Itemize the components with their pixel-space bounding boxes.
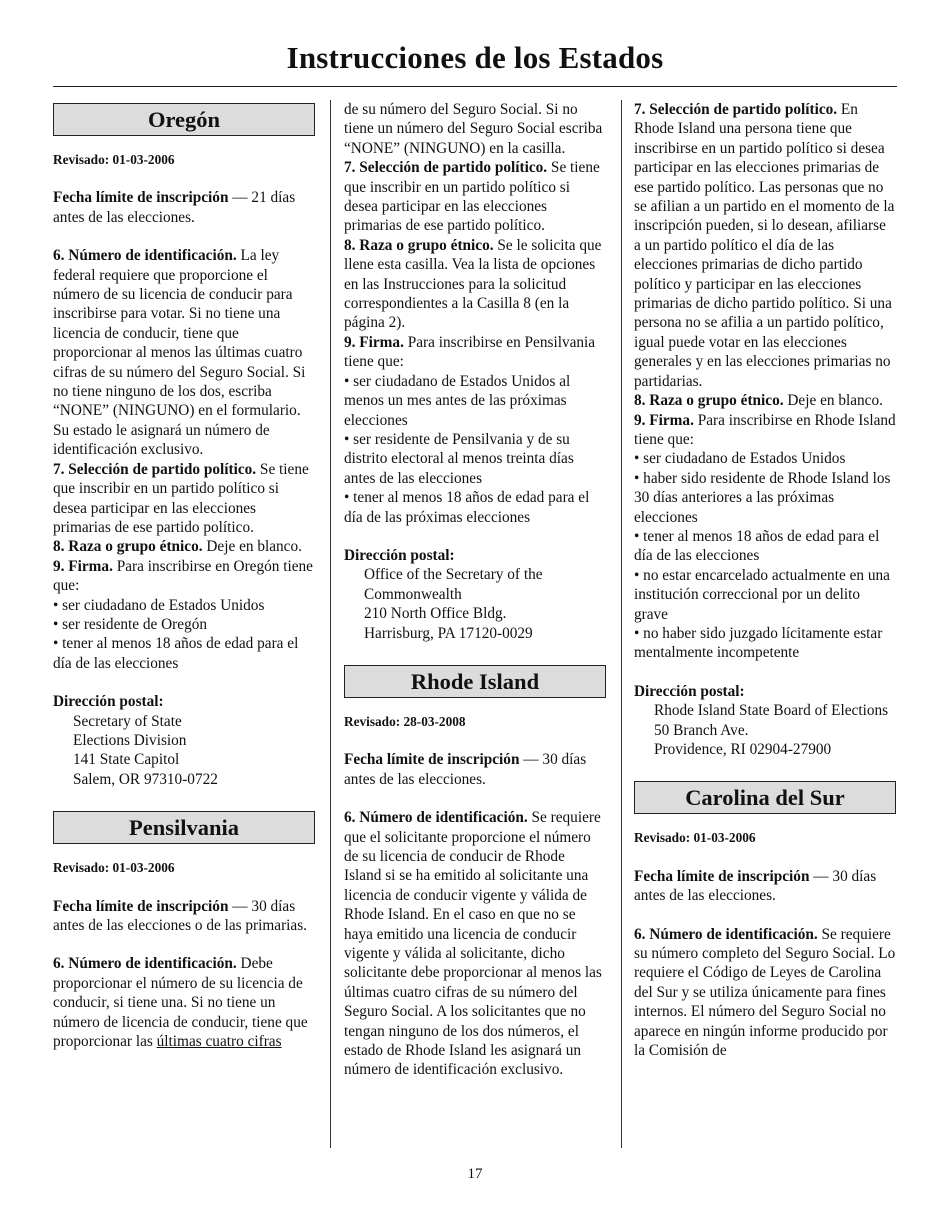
column-divider — [621, 100, 622, 1148]
address-label: Dirección postal: — [634, 682, 745, 700]
address-line: Secretary of State — [73, 712, 182, 730]
deadline-text: — 30 días antes de las elecciones. — [634, 867, 877, 905]
race-label: 8. Raza o grupo étnico. — [53, 538, 203, 556]
signature-label: 9. Firma. — [53, 557, 113, 575]
address-line: Providence, RI 02904-27900 — [654, 741, 832, 758]
deadline-text: — 21 días antes de las elecciones. — [53, 189, 296, 226]
id-label: 6. Número de identificación. — [53, 955, 237, 973]
signature-label: 9. Firma. — [634, 411, 694, 429]
deadline-label: Fecha límite de inscripción — [53, 897, 229, 915]
revised-date: Revisado: 28-03-2008 — [344, 713, 466, 729]
address-line: Salem, OR 97310-0722 — [73, 770, 218, 788]
id-label: 6. Número de identificación. — [53, 247, 237, 265]
party-paragraph — [344, 158, 606, 236]
id-paragraph — [53, 246, 315, 459]
id-paragraph — [344, 808, 606, 1080]
address-line: Office of the Secretary of the Commonwealth — [364, 566, 543, 603]
race-paragraph — [344, 236, 606, 333]
deadline-text: — 30 días antes de las elecciones. — [344, 751, 587, 788]
id-text: Se requiere su número completo del Seguro Social. Lo requiere el Código de Leyes de Carolina del Sur y se utiliza únicamente para fines internos. El número del Seguro Social no aparece en ningún informe producido por la Comisión de — [634, 925, 896, 1060]
deadline-paragraph — [53, 897, 315, 936]
id-label: 6. Número de identificación. — [344, 809, 528, 827]
mailing-address — [53, 692, 315, 789]
state-heading-rhode-island: Rhode Island — [344, 665, 606, 698]
id-paragraph — [634, 925, 896, 1061]
requirement-item: • haber sido residente de Rhode Island los 30 días anteriores a las próximas elecciones — [634, 469, 891, 526]
requirement-item: • ser ciudadano de Estados Unidos — [53, 596, 265, 614]
id-text-continued: de su número del Seguro Social. Si no tiene un número del Seguro Social escriba “NONE” (NINGUNO) en la casilla. — [344, 101, 603, 157]
signature-paragraph — [344, 333, 606, 372]
race-label: 8. Raza o grupo étnico. — [634, 392, 784, 410]
state-heading-pensilvania: Pensilvania — [53, 811, 315, 844]
mailing-address — [634, 682, 896, 760]
column-1 — [53, 100, 315, 1051]
party-paragraph — [634, 100, 896, 391]
mailing-address — [344, 546, 606, 643]
requirement-item: • no haber sido juzgado lícitamente estar mentalmente incompetente — [634, 624, 883, 662]
address-line: 210 North Office Bldg. — [364, 605, 507, 623]
address-label: Dirección postal: — [53, 693, 164, 711]
address-label: Dirección postal: — [344, 546, 455, 564]
address-line: Elections Division — [73, 731, 187, 749]
state-heading-carolina-del-sur: Carolina del Sur — [634, 781, 896, 814]
state-heading-oregon: Oregón — [53, 103, 315, 136]
party-label: 7. Selección de partido político. — [634, 101, 838, 118]
race-text: Deje en blanco. — [202, 538, 302, 556]
signature-paragraph — [634, 411, 896, 450]
party-text: Se tiene que inscribir en un partido político si desea participar en las elecciones primarias de ese partido político. — [344, 159, 600, 235]
party-text: Se tiene que inscribir en un partido político si desea participar en las elecciones primarias de ese partido político. — [53, 460, 309, 536]
race-text: Deje en blanco. — [783, 392, 883, 410]
deadline-paragraph — [53, 188, 315, 227]
party-label: 7. Selección de partido político. — [344, 159, 548, 177]
race-label: 8. Raza o grupo étnico. — [344, 236, 494, 254]
column-divider — [330, 100, 331, 1148]
revised-date: Revisado: 01-03-2006 — [53, 860, 175, 876]
id-text: Se requiere que el solicitante proporcione el número de su licencia de conducir de Rhode Island si se ha emitido al solicitante una licencia de conducir vigente y válida de Rhode Island. En el caso en que no se haya emitido una licencia de conducir vigente y válida al solicitante, dicho solicitante debe proporcionar al menos las últimas cuatro cifras de su número del Seguro Social. A los solicitantes que no tengan ninguno de los dos números, el estado de Rhode Island les asignará un número de identificación exclusivo. — [344, 809, 602, 1079]
requirement-item: • tener al menos 18 años de edad para el día de las próximas elecciones — [344, 489, 590, 526]
party-paragraph — [53, 460, 315, 538]
page-title: Instrucciones de los Estados — [286, 40, 664, 75]
party-label: 7. Selección de partido político. — [53, 460, 257, 478]
id-paragraph — [53, 954, 315, 1051]
id-text: La ley federal requiere que proporcione el número de su licencia de conducir para inscribirse para votar. Si no tiene una licencia de conducir, tiene que proporcionar al menos las últimas cuatro cifras de su número del Seguro Social. Si no tiene ninguno de los dos, escriba “NONE” (NINGUNO) en el formulario. Su estado le asignará un número de identificación exclusivo. — [53, 247, 306, 459]
signature-paragraph — [53, 557, 315, 596]
signature-text: Para inscribirse en Pensilvania tiene que: — [344, 333, 596, 371]
column-3 — [634, 100, 896, 1060]
requirement-item: • ser ciudadano de Estados Unidos — [634, 450, 846, 468]
requirement-item: • ser ciudadano de Estados Unidos al menos un mes antes de las próximas elecciones — [344, 372, 571, 429]
race-text: Se le solicita que llene esta casilla. Vea la lista de opciones en las Instrucciones para la solicitud correspondientes a la Casilla 8 (en la página 2). — [344, 236, 602, 332]
revised-date: Revisado: 01-03-2006 — [53, 152, 175, 167]
deadline-paragraph — [634, 867, 896, 906]
deadline-paragraph — [344, 750, 606, 789]
address-line: 141 State Capitol — [73, 751, 180, 769]
address-line: Harrisburg, PA 17120-0029 — [364, 624, 533, 642]
requirement-item: • no estar encarcelado actualmente en una institución correccional por un delito grave — [634, 566, 890, 623]
requirement-item: • tener al menos 18 años de edad para el día de las elecciones — [634, 527, 880, 565]
race-paragraph — [634, 391, 896, 410]
id-paragraph-continued — [344, 100, 606, 158]
deadline-text: — 30 días antes de las elecciones o de las primarias. — [53, 897, 307, 934]
race-paragraph — [53, 537, 315, 556]
id-label: 6. Número de identificación. — [634, 925, 818, 943]
address-line: 50 Branch Ave. — [654, 721, 749, 739]
page-number: 17 — [467, 1166, 483, 1182]
address-line: Rhode Island State Board of Elections — [654, 702, 889, 720]
deadline-label: Fecha límite de inscripción — [634, 867, 810, 885]
party-text: En Rhode Island una persona tiene que inscribirse en un partido político si desea participar en las elecciones primarias de ese partido político. Las personas que no se afilian a un partido en el momento de la inscripción pueden, si lo desean, afiliarse a un partido político el día de las elecciones primarias de dicho partido político y participar en las elecciones primarias de dicho partido político. Si una persona no se afilia a un partido político, igual puede votar en las elecciones generales y en las elecciones primarias no partidarias. — [634, 101, 895, 390]
deadline-label: Fecha límite de inscripción — [344, 751, 520, 769]
signature-label: 9. Firma. — [344, 333, 404, 351]
requirement-item: • ser residente de Pensilvania y de su distrito electoral al menos treinta días antes de las elecciones — [344, 430, 574, 487]
column-2 — [344, 100, 606, 1080]
title-rule — [53, 86, 897, 87]
deadline-label: Fecha límite de inscripción — [53, 189, 229, 207]
revised-date: Revisado: 01-03-2006 — [634, 830, 756, 846]
signature-text: Para inscribirse en Rhode Island tiene que: — [634, 411, 896, 448]
id-text: Debe proporcionar el número de su licencia de conducir, si tiene una. Si no tiene un número de licencia de conducir, tiene que proporcionar las — [53, 955, 308, 1051]
signature-text: Para inscribirse en Oregón tiene que: — [53, 557, 313, 595]
id-underlined-text: últimas cuatro cifras — [156, 1033, 282, 1051]
requirement-item: • ser residente de Oregón — [53, 615, 208, 633]
requirement-item: • tener al menos 18 años de edad para el día de las elecciones — [53, 635, 299, 672]
